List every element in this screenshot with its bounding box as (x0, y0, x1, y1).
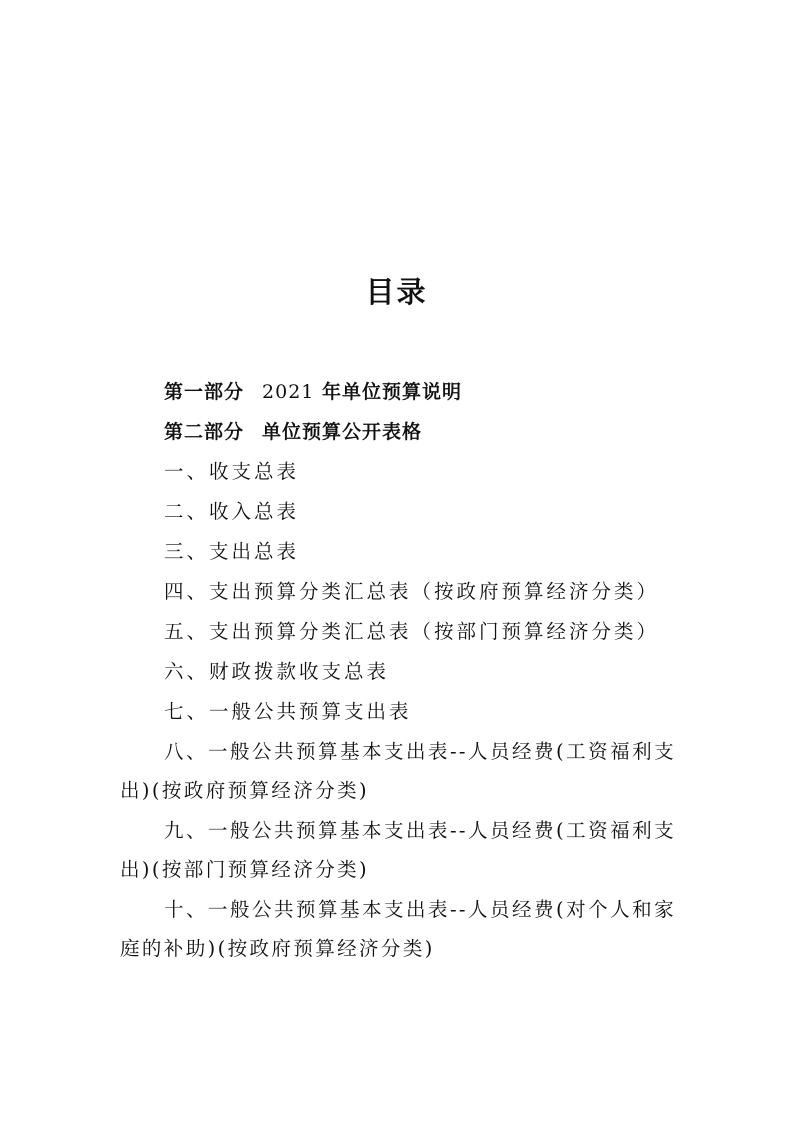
part-1-text: 年单位预算说明 (322, 381, 463, 403)
part-2-text: 单位预算公开表格 (262, 421, 423, 443)
page-title: 目录 (365, 275, 428, 309)
part-2-label: 第二部分 (164, 421, 245, 443)
toc-item-3[interactable]: 三、支出总表 (164, 540, 300, 563)
toc-item-5[interactable]: 五、支出预算分类汇总表（按部门预算经济分类） (164, 620, 660, 643)
toc-item-7[interactable]: 七、一般公共预算支出表 (164, 700, 412, 723)
toc-part-2[interactable] (120, 412, 676, 452)
toc-item-1[interactable]: 一、收支总表 (164, 460, 300, 483)
toc-item-2[interactable]: 二、收入总表 (164, 500, 300, 523)
toc-item-10[interactable]: 十、一般公共预算基本支出表--人员经费(对个人和家庭的补助)(按政府预算经济分类) (120, 898, 676, 960)
toc-part-1[interactable] (120, 372, 676, 412)
part-1-label: 第一部分 (164, 381, 245, 403)
toc-item-9[interactable]: 九、一般公共预算基本支出表--人员经费(工资福利支出)(按部门预算经济分类) (120, 819, 676, 881)
part-1-year: 2021 (262, 381, 315, 403)
toc-item-8[interactable]: 八、一般公共预算基本支出表--人员经费(工资福利支出)(按政府预算经济分类) (120, 740, 676, 802)
table-of-contents (120, 372, 676, 969)
toc-item-4[interactable]: 四、支出预算分类汇总表（按政府预算经济分类） (164, 580, 660, 603)
toc-item-6[interactable]: 六、财政拨款收支总表 (164, 660, 390, 683)
